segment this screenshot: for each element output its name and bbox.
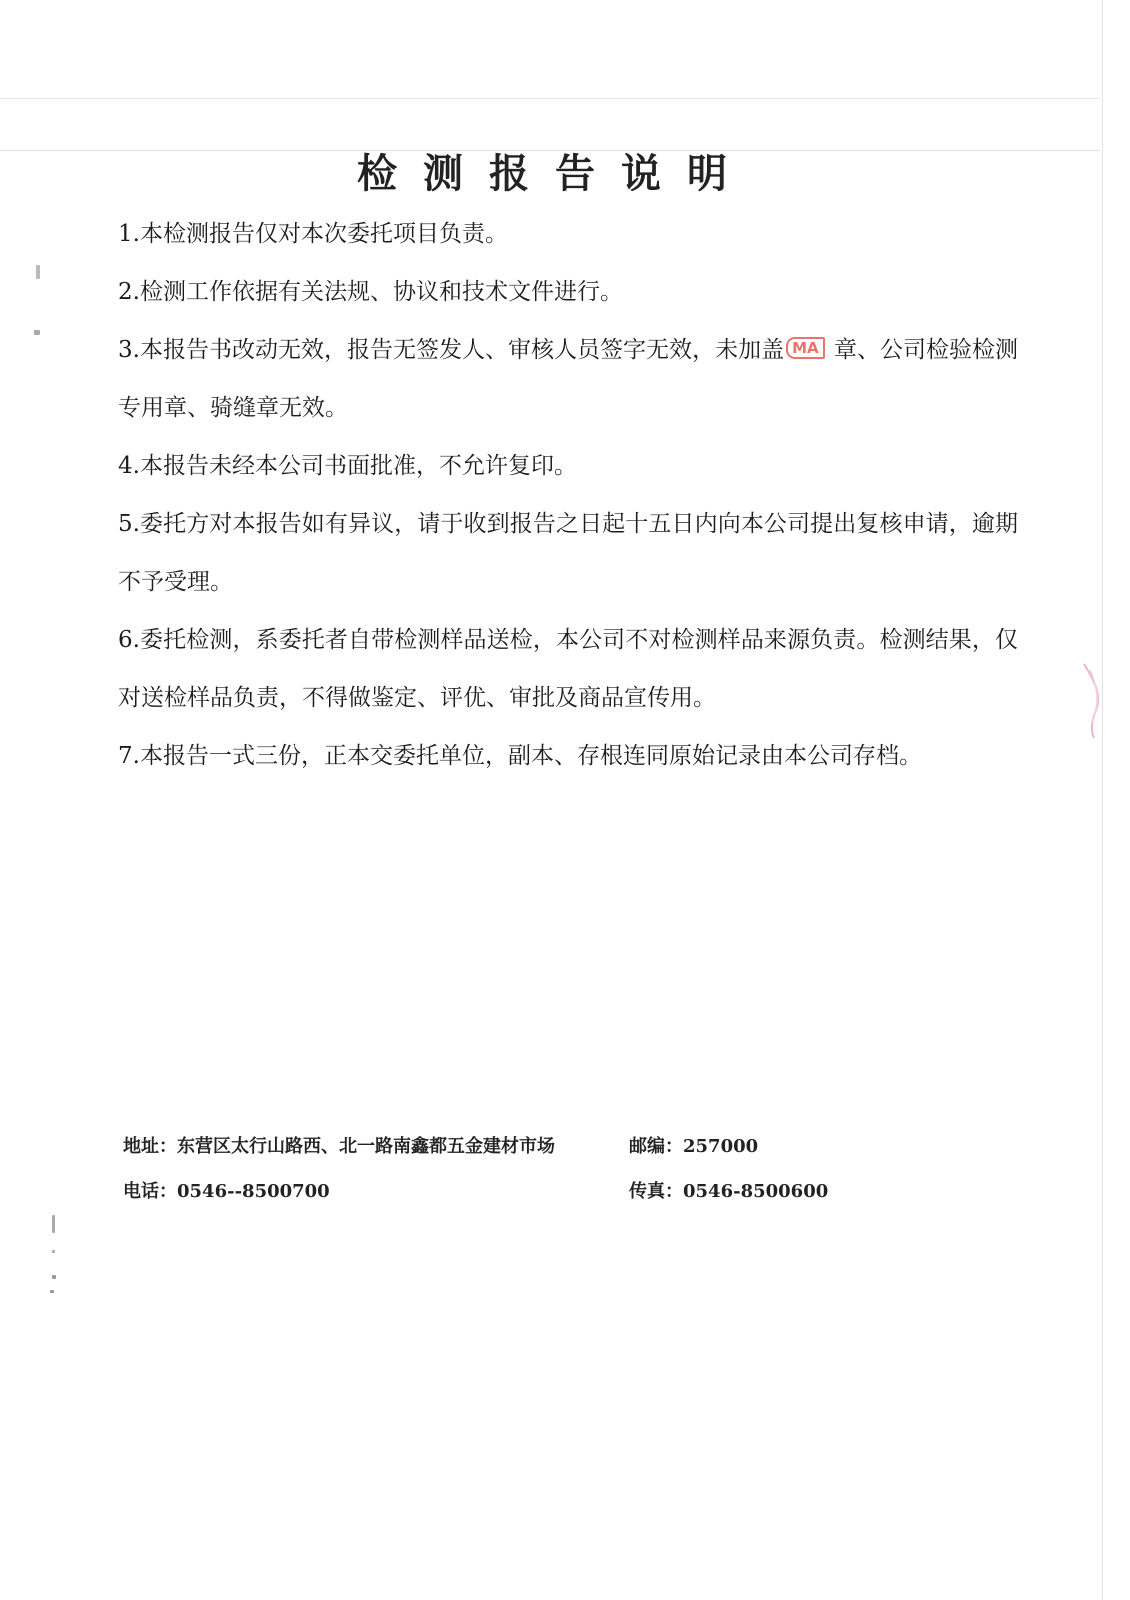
scan-speck [52,1275,56,1279]
note-item: 5.委托方对本报告如有异议，请于收到报告之日起十五日内向本公司提出复核申请，逾期不予受理。 [118,511,1018,595]
scan-speck [52,1250,55,1253]
document-title: 检测报告说明 [357,150,753,197]
fax-text: 传真：0546-8500600 [629,1181,829,1202]
note-item: 4.本报告未经本公司书面批准，不允许复印。 [118,453,577,479]
edge-smudge-icon [1080,660,1106,740]
scan-speck [36,265,40,279]
scan-speck [34,330,40,335]
note-text: 3.本报告书改动无效，报告无签发人、审核人员签字无效，未加盖 [118,337,785,363]
note-text: 章、公司检验检测专用章、骑缝章无效。 [118,337,1018,421]
footer-row [123,1132,1023,1177]
postcode-text: 邮编：257000 [629,1136,759,1157]
scan-speck [50,1290,54,1293]
page-edge [1102,0,1103,1600]
address-text: 地址：东营区太行山路西、北一路南鑫都五金建材市场 [123,1136,555,1157]
note-item: 6.委托检测，系委托者自带检测样品送检，本公司不对检测样品来源负责。检测结果，仅对送检样品负责，不得做鉴定、评优、审批及商品宣传用。 [118,627,1018,711]
contact-footer [123,1132,1023,1222]
note-item: 7.本报告一式三份，正本交委托单位，副本、存根连同原始记录由本公司存档。 [118,743,922,769]
note-item [118,321,1018,437]
footer-row [123,1177,1023,1222]
scan-speck [52,1215,55,1233]
phone-text: 电话：0546--8500700 [123,1181,330,1202]
scan-line [0,98,1100,99]
note-item: 1.本检测报告仅对本次委托项目负责。 [118,221,508,247]
cma-stamp-icon: MA [786,337,825,359]
note-item: 2.检测工作依据有关法规、协议和技术文件进行。 [118,279,623,305]
notes-list [118,205,1018,785]
